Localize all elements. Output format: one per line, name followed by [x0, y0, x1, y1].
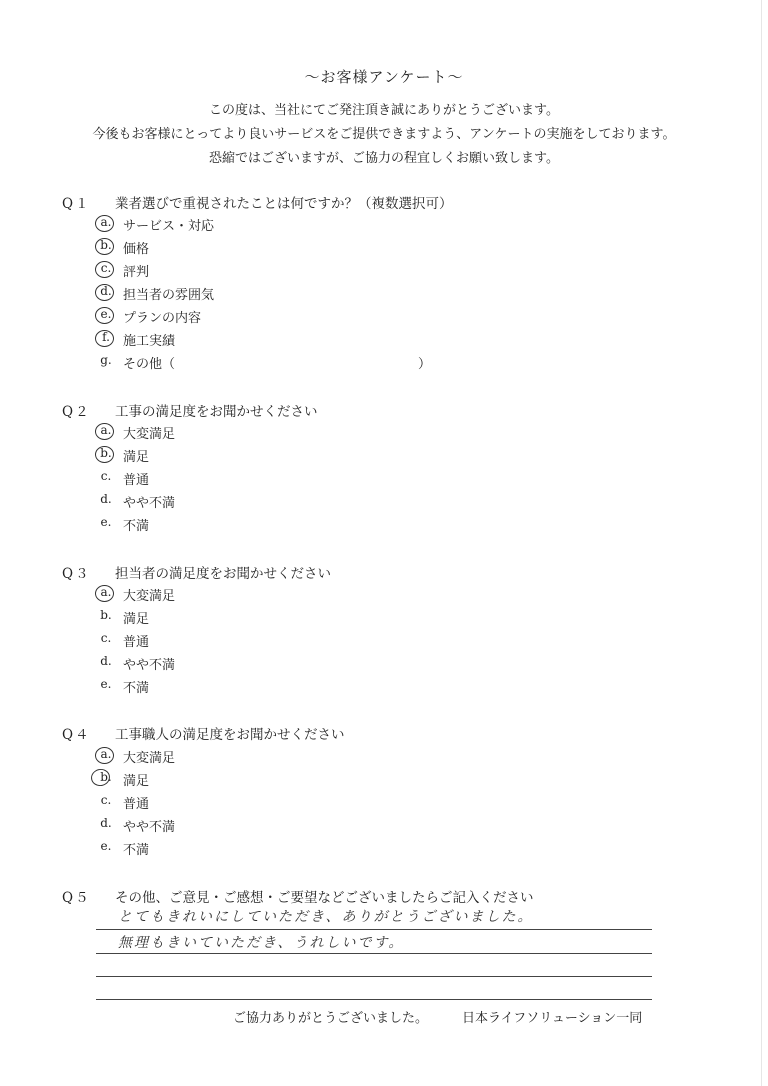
intro-line-3: 恐縮ではございますが、ご協力の程宜しくお願い致します。: [209, 151, 559, 166]
q5-answer-line-2[interactable]: [96, 953, 652, 954]
q3-text: 担当者の満足度をお聞かせください: [115, 566, 331, 582]
q5-label: Q５: [62, 890, 91, 906]
q4-option-e-text: 不満: [123, 843, 150, 858]
q2-text: 工事の満足度をお聞かせください: [115, 404, 318, 420]
q3-option-a-letter: a.: [100, 585, 112, 599]
q1-option-a-letter: a.: [100, 215, 112, 229]
q3-option-e-text: 不満: [123, 681, 150, 696]
q1-option-e-text: プランの内容: [123, 311, 202, 326]
q3-option-a-text: 大変満足: [123, 589, 176, 604]
q5-handwritten-line-1: とてもきれいにしていただき、ありがとうございました。: [118, 909, 534, 925]
q3-option-c-text: 普通: [123, 635, 150, 650]
q4-option-a-text: 大変満足: [123, 751, 176, 766]
q5-answer-line-3[interactable]: [96, 976, 652, 977]
q1-option-d-letter: d.: [100, 284, 112, 298]
q3-option-c-letter: c.: [100, 631, 112, 645]
q4-label: Q４: [62, 727, 91, 743]
q5-answer-line-1[interactable]: [96, 929, 652, 930]
q4-text: 工事職人の満足度をお聞かせください: [115, 727, 345, 743]
q2-option-a-letter: a.: [100, 423, 112, 437]
q1-option-f-text: 施工実績: [123, 334, 176, 349]
q4-option-a-letter: a.: [100, 747, 112, 761]
q1-option-a-text: サービス・対応: [123, 219, 215, 234]
q3-option-d-text: やや不満: [123, 658, 176, 673]
q4-option-b-letter: b.: [100, 770, 112, 784]
q4-option-e-letter: e.: [100, 839, 112, 853]
q2-option-d-letter: d.: [100, 492, 112, 506]
q4-option-d-text: やや不満: [123, 820, 176, 835]
q1-option-g-text: その他（: [123, 357, 176, 372]
q3-option-b-text: 満足: [123, 612, 150, 627]
q1-option-c-letter: c.: [100, 261, 112, 275]
q2-option-e-text: 不満: [123, 519, 150, 534]
q3-option-d-letter: d.: [100, 654, 112, 668]
intro-line-2: 今後もお客様にとってより良いサービスをご提供できますよう、アンケートの実施をしております。: [92, 127, 676, 142]
q3-option-e-letter: e.: [100, 677, 112, 691]
q2-option-e-letter: e.: [100, 515, 112, 529]
q4-option-c-letter: c.: [100, 793, 112, 807]
q1-label: Q１: [62, 196, 91, 212]
q2-option-b-letter: b.: [100, 446, 112, 460]
q1-text: 業者選びで重視されたことは何ですか？（複数選択可）: [115, 196, 453, 212]
q2-option-b-text: 満足: [123, 450, 150, 465]
q2-option-a-text: 大変満足: [123, 427, 176, 442]
footer-company: 日本ライフソリューション一同: [462, 1011, 643, 1026]
q1-option-e-letter: e.: [100, 307, 112, 321]
q3-option-b-letter: b.: [100, 608, 112, 622]
q2-option-c-text: 普通: [123, 473, 150, 488]
q1-other-close-paren: ）: [418, 357, 432, 372]
survey-title: 〜お客様アンケート〜: [304, 68, 464, 86]
q5-handwritten-line-2: 無理もきいていただき、うれしいです。: [118, 935, 405, 951]
q1-option-c-text: 評判: [123, 265, 150, 280]
q3-label: Q３: [62, 566, 91, 582]
q4-option-b-text: 満足: [123, 774, 150, 789]
intro-line-1: この度は、当社にてご発注頂き誠にありがとうございます。: [209, 103, 559, 118]
q4-option-d-letter: d.: [100, 816, 112, 830]
q1-option-g-letter: g.: [100, 353, 112, 367]
q4-option-c-text: 普通: [123, 797, 150, 812]
q1-option-d-text: 担当者の雰囲気: [123, 288, 215, 303]
q2-option-d-text: やや不満: [123, 496, 176, 511]
q5-text: その他、ご意見・ご感想・ご要望などございましたらご記入ください: [115, 890, 534, 906]
q1-option-f-letter: f.: [102, 330, 110, 344]
q5-answer-line-4[interactable]: [96, 999, 652, 1000]
q1-option-b-letter: b.: [100, 238, 112, 252]
q2-option-c-letter: c.: [100, 469, 112, 483]
q2-label: Q２: [62, 404, 91, 420]
footer-thanks: ご協力ありがとうございました。: [233, 1011, 429, 1026]
q1-option-b-text: 価格: [123, 242, 150, 257]
